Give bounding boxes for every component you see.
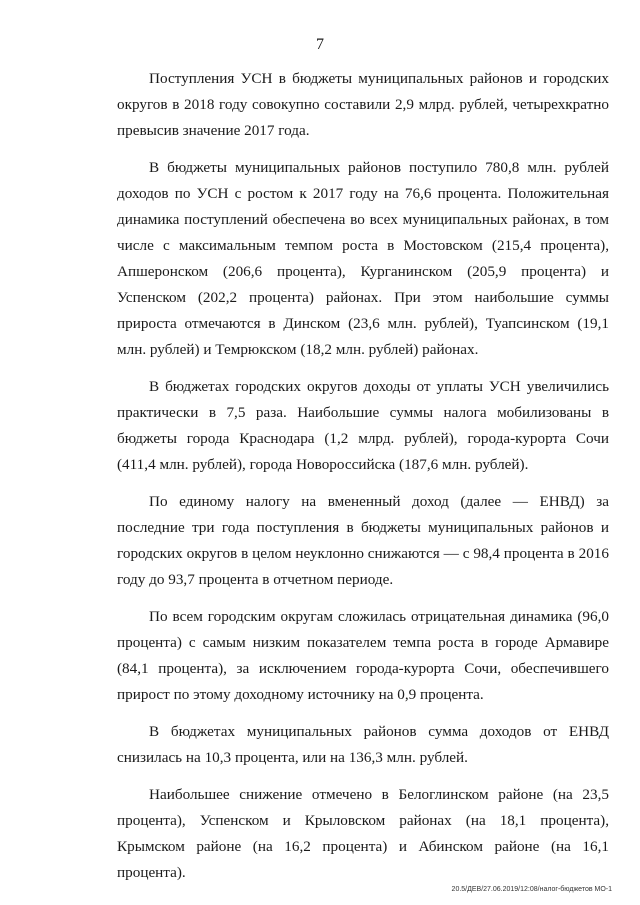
page-number: 7 bbox=[316, 36, 324, 53]
paragraph-envd-districts: В бюджетах муниципальных районов сумма доходов от ЕНВД снизилась на 10,3 процента, или на 136,3 млн. рублей. bbox=[117, 723, 609, 766]
paragraph-usn-districts: В бюджеты муниципальных районов поступило 780,8 млн. рублей доходов по УСН с ростом к 2017 году на 76,6 процента. Положительная динамика поступлений обеспечена во всех муниципальных районах, в том числе с максимальным темпом роста в Мостовском (215,4 процента), Апшеронском (206,6 процента), Курганинском (205,9 процента) и Успенском (202,2 процента) районах. При этом наибольшие суммы прироста отмечаются в Динском (23,6 млн. рублей), Туапсинском (19,1 млн. рублей) и Темрюкском (18,2 млн. рублей) районах. bbox=[117, 159, 609, 358]
paragraph-usn-city-districts: В бюджетах городских округов доходы от уплаты УСН увеличились практически в 7,5 раза. Наибольшие суммы налога мобилизованы в бюджеты города Краснодара (1,2 млрд. рублей), города-курорта Сочи (411,4 млн. рублей), города Новороссийска (187,6 млн. рублей). bbox=[117, 378, 609, 473]
document-body bbox=[117, 66, 609, 897]
paragraph-envd-trend: По единому налогу на вмененный доход (далее — ЕНВД) за последние три года поступления в бюджеты муниципальных районов и городских округов в целом неуклонно снижаются — с 98,4 процента в 2016 году до 93,7 процента в отчетном периоде. bbox=[117, 493, 609, 588]
paragraph-envd-city-districts: По всем городским округам сложилась отрицательная динамика (96,0 процента) с самым низким показателем темпа роста в городе Армавире (84,1 процента), за исключением города-курорта Сочи, обеспечившего прирост по этому доходному источнику на 0,9 процента. bbox=[117, 608, 609, 703]
paragraph-envd-largest-decline: Наибольшее снижение отмечено в Белоглинском районе (на 23,5 процента), Успенском и Крыловском районах (на 18,1 процента), Крымском районе (на 16,2 процента) и Абинском районе (на 16,1 процента). bbox=[117, 786, 609, 881]
document-footer-stamp: 20.5/ДЕВ/27.06.2019/12:08/налог-бюджетов МО-1 bbox=[451, 886, 612, 893]
paragraph-usn-total: Поступления УСН в бюджеты муниципальных районов и городских округов в 2018 году совокупно составили 2,9 млрд. рублей, четырехкратно превысив значение 2017 года. bbox=[117, 70, 609, 139]
